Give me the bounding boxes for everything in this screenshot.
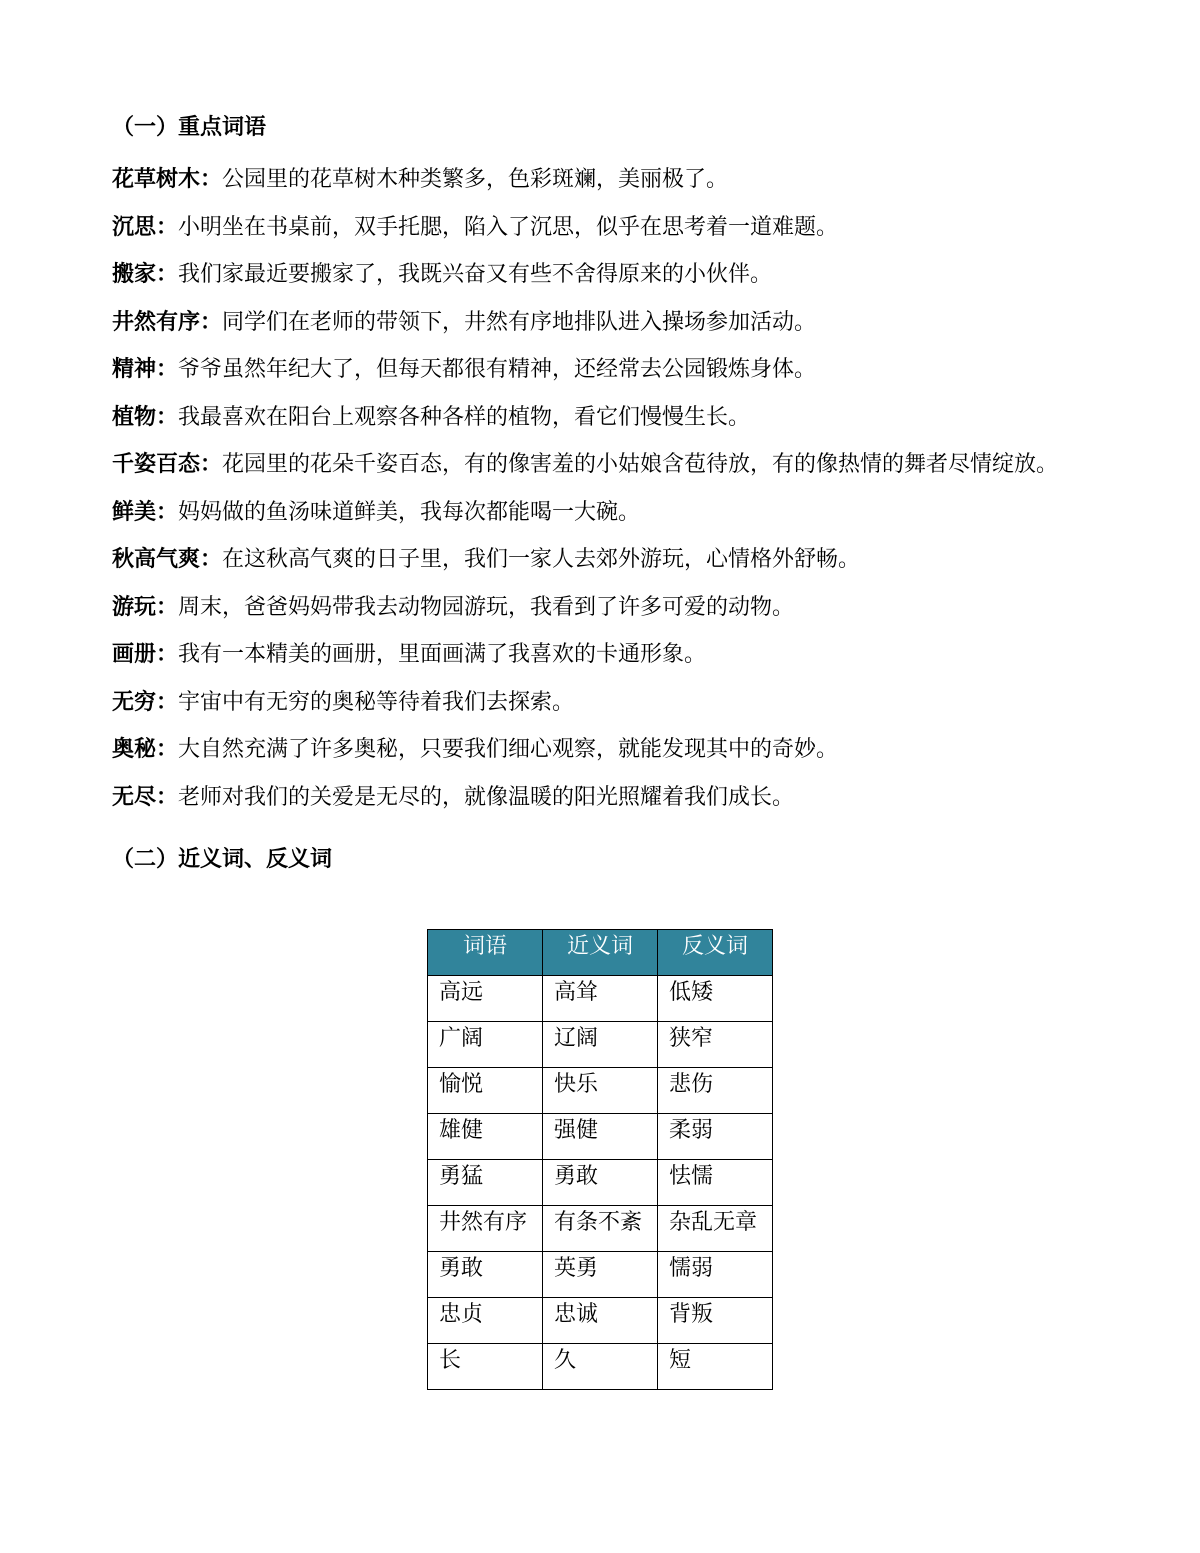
cell-word: 高远 — [428, 976, 543, 1022]
header-word: 词语 — [428, 930, 543, 976]
vocab-item — [112, 251, 1087, 299]
vocab-item — [112, 489, 1087, 537]
vocab-sentence: 老师对我们的关爱是无尽的，就像温暖的阳光照耀着我们成长。 — [178, 784, 795, 810]
vocab-sentence: 周末，爸爸妈妈带我去动物园游玩，我看到了许多可爱的动物。 — [178, 594, 795, 620]
cell-synonym: 强健 — [543, 1114, 658, 1160]
table-header-row — [428, 930, 773, 976]
cell-word: 雄健 — [428, 1114, 543, 1160]
vocab-sentence: 我们家最近要搬家了，我既兴奋又有些不舍得原来的小伙伴。 — [178, 262, 773, 287]
vocab-sentence: 爷爷虽然年纪大了，但每天都很有精神，还经常去公园锻炼身体。 — [178, 357, 817, 382]
table-row — [428, 1160, 773, 1206]
cell-synonym: 久 — [543, 1344, 658, 1390]
vocab-sentence: 妈妈做的鱼汤味道鲜美，我每次都能喝一大碗。 — [178, 499, 641, 525]
vocab-term: 植物： — [112, 403, 179, 430]
header-antonym: 反义词 — [658, 930, 773, 976]
vocab-item — [112, 394, 1087, 442]
synonym-antonym-table — [427, 929, 773, 1390]
vocab-term: 奥秘： — [112, 736, 179, 762]
vocab-term: 搬家： — [112, 261, 179, 287]
cell-synonym: 勇敢 — [543, 1160, 658, 1206]
vocab-sentence: 我有一本精美的画册，里面画满了我喜欢的卡通形象。 — [178, 642, 707, 667]
cell-antonym: 背叛 — [658, 1298, 773, 1344]
vocab-item — [112, 774, 1087, 822]
vocab-sentence: 同学们在老师的带领下，井然有序地排队进入操场参加活动。 — [222, 309, 817, 335]
vocab-term: 无穷： — [112, 688, 179, 715]
vocab-item — [112, 536, 1087, 584]
cell-synonym: 英勇 — [543, 1252, 658, 1298]
vocab-sentence: 宇宙中有无穷的奥秘等待着我们去探索。 — [178, 689, 575, 715]
vocab-sentence: 小明坐在书桌前，双手托腮，陷入了沉思，似乎在思考着一道难题。 — [178, 214, 839, 240]
cell-antonym: 杂乱无章 — [658, 1206, 773, 1252]
vocab-term: 无尽： — [112, 783, 179, 810]
vocab-item — [112, 679, 1087, 727]
cell-synonym: 快乐 — [543, 1068, 658, 1114]
cell-synonym: 忠诚 — [543, 1298, 658, 1344]
table-row — [428, 1252, 773, 1298]
cell-synonym: 高耸 — [543, 976, 658, 1022]
vocab-item — [112, 204, 1087, 252]
vocab-term: 鲜美： — [112, 498, 179, 525]
vocab-sentence: 在这秋高气爽的日子里，我们一家人去郊外游玩，心情格外舒畅。 — [222, 547, 861, 572]
table-row — [428, 1114, 773, 1160]
cell-antonym: 柔弱 — [658, 1114, 773, 1160]
cell-synonym: 有条不紊 — [543, 1206, 658, 1252]
table-row — [428, 1022, 773, 1068]
cell-antonym: 低矮 — [658, 976, 773, 1022]
table-row — [428, 1298, 773, 1344]
vocab-term: 画册： — [112, 641, 179, 667]
vocab-item — [112, 156, 1087, 204]
table-row — [428, 1206, 773, 1252]
vocab-sentence: 大自然充满了许多奥秘，只要我们细心观察，就能发现其中的奇妙。 — [178, 737, 839, 762]
header-synonym: 近义词 — [543, 930, 658, 976]
vocab-item — [112, 726, 1087, 774]
vocab-item — [112, 584, 1087, 632]
vocab-term: 千姿百态： — [112, 451, 223, 477]
cell-synonym: 辽阔 — [543, 1022, 658, 1068]
section-heading-synonyms-antonyms: （二）近义词、反义词 — [112, 846, 333, 872]
cell-word: 广阔 — [428, 1022, 543, 1068]
vocab-item — [112, 299, 1087, 347]
cell-antonym: 狭窄 — [658, 1022, 773, 1068]
cell-antonym: 怯懦 — [658, 1160, 773, 1206]
cell-antonym: 懦弱 — [658, 1252, 773, 1298]
vocab-term: 精神： — [112, 356, 179, 382]
cell-word: 勇猛 — [428, 1160, 543, 1206]
cell-word: 忠贞 — [428, 1298, 543, 1344]
cell-antonym: 短 — [658, 1344, 773, 1390]
vocab-term: 游玩： — [112, 593, 179, 620]
section-heading-key-words: （一）重点词语 — [112, 114, 267, 140]
vocab-sentence: 花园里的花朵千姿百态，有的像害羞的小姑娘含苞待放，有的像热情的舞者尽情绽放。 — [222, 452, 1059, 477]
vocab-term: 秋高气爽： — [112, 546, 223, 572]
vocab-sentence: 公园里的花草树木种类繁多，色彩斑斓，美丽极了。 — [222, 167, 729, 192]
vocab-item — [112, 631, 1087, 679]
table-row — [428, 1068, 773, 1114]
vocab-item — [112, 346, 1087, 394]
vocab-term: 花草树木： — [112, 166, 223, 192]
table-row — [428, 1344, 773, 1390]
vocab-term: 沉思： — [112, 213, 179, 240]
cell-word: 愉悦 — [428, 1068, 543, 1114]
cell-word: 井然有序 — [428, 1206, 543, 1252]
cell-word: 长 — [428, 1344, 543, 1390]
vocab-term: 井然有序： — [112, 308, 223, 335]
vocab-item — [112, 441, 1087, 489]
cell-word: 勇敢 — [428, 1252, 543, 1298]
cell-antonym: 悲伤 — [658, 1068, 773, 1114]
vocab-list — [112, 156, 1087, 821]
table-row — [428, 976, 773, 1022]
vocab-sentence: 我最喜欢在阳台上观察各种各样的植物，看它们慢慢生长。 — [178, 404, 751, 430]
